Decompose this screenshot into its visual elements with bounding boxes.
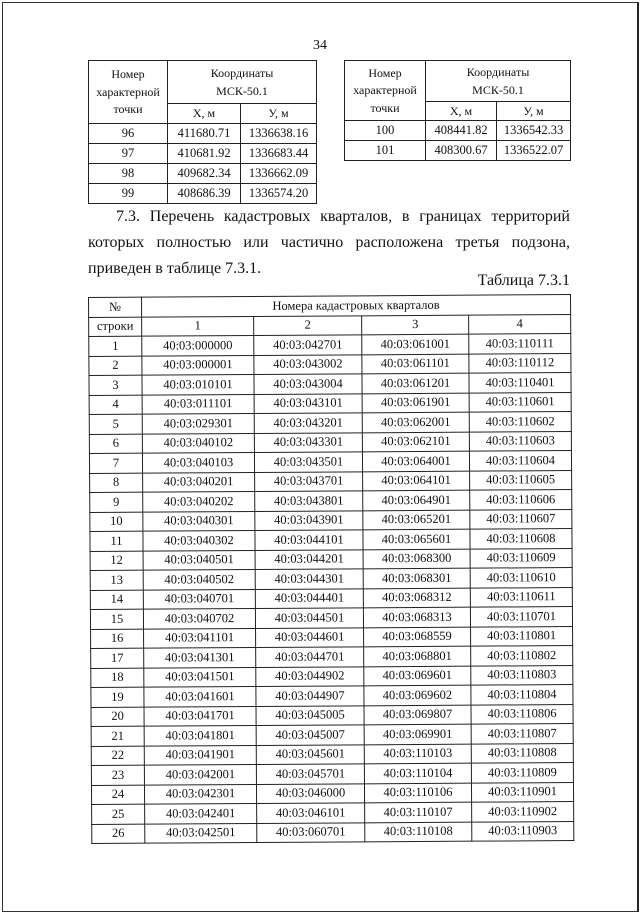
point-number-header [345,61,426,121]
cadastral-number-cell: 40:03:043301 [254,432,362,452]
row-number-cell: 5 [89,414,142,434]
y-header: У, м [241,104,317,124]
cadastral-number-cell: 40:03:069602 [364,685,471,705]
row-number-cell: 19 [91,687,144,707]
cadastral-number-cell: 40:03:110107 [365,802,472,822]
row-number-cell: 16 [91,629,144,649]
cadastral-number-cell: 40:03:041701 [144,706,256,726]
coordinates-header [168,61,317,104]
cadastral-number-cell: 40:03:046000 [256,783,364,803]
cadastral-number-cell: 40:03:110809 [471,763,573,783]
x-coordinate-cell: 408441.82 [426,121,497,141]
cadastral-number-cell: 40:03:041901 [144,745,256,765]
cadastral-number-cell: 40:03:110601 [469,392,571,412]
table-row [89,164,317,184]
cadastral-number-cell: 40:03:110901 [471,782,573,802]
cadastral-number-cell: 40:03:110602 [469,412,571,432]
y-coordinate-cell: 1336638.16 [241,124,317,144]
cadastral-number-cell: 40:03:045701 [256,764,364,784]
cadastral-number-cell: 40:03:043002 [254,354,362,374]
row-number-cell: 17 [91,648,144,668]
row-number-header-symbol: № [89,297,142,317]
cadastral-number-cell: 40:03:045007 [256,725,364,745]
y-header: У, м [497,102,571,121]
cadastral-number-cell: 40:03:040301 [143,511,255,531]
cadastral-number-cell: 40:03:110808 [471,743,573,763]
cadastral-number-cell: 40:03:044401 [255,588,363,608]
coordinates-table-left [88,60,317,204]
cadastral-number-cell: 40:03:044902 [256,666,364,686]
row-number-cell: 15 [90,609,143,629]
point-number-cell: 98 [89,164,168,184]
x-header: X, м [426,102,497,121]
table-row [89,124,317,144]
cadastral-number-cell: 40:03:110607 [470,509,572,529]
y-coordinate-cell: 1336662.09 [241,164,317,184]
row-number-cell: 21 [91,726,144,746]
cadastral-number-cell: 40:03:029301 [142,413,254,433]
cadastral-number-cell: 40:03:110807 [471,724,573,744]
header-line: точки [370,100,400,115]
coordinates-table-right [344,60,571,161]
cadastral-number-cell: 40:03:110806 [471,704,573,724]
x-coordinate-cell: 411680.71 [168,124,241,144]
cadastral-number-cell: 40:03:040501 [143,550,255,570]
cadastral-number-cell: 40:03:061901 [362,393,469,413]
y-coordinate-cell: 1336574.20 [241,184,317,204]
cadastral-number-cell: 40:03:042001 [144,764,256,784]
cadastral-number-cell: 40:03:043201 [254,413,362,433]
row-number-cell: 23 [91,765,144,785]
cadastral-number-cell: 40:03:041501 [144,667,256,687]
cadastral-number-cell: 40:03:060701 [257,822,365,842]
x-coordinate-cell: 410681.92 [168,144,241,164]
cadastral-number-cell: 40:03:110108 [365,822,472,842]
row-number-cell: 22 [91,746,144,766]
cadastral-number-cell: 40:03:040302 [143,530,255,550]
row-number-cell: 26 [92,824,145,844]
cadastral-number-cell: 40:03:064901 [363,490,470,510]
cadastral-number-cell: 40:03:069901 [364,724,471,744]
table-row [89,144,317,164]
row-number-cell: 7 [89,453,142,473]
cadastral-number-cell: 40:03:000001 [142,355,254,375]
cadastral-number-cell: 40:03:110804 [471,685,573,705]
header-line: Координаты [210,65,274,80]
y-coordinate-cell: 1336522.07 [497,141,571,161]
cadastral-number-cell: 40:03:010101 [142,374,254,394]
cadastral-number-cell: 40:03:065201 [363,510,470,530]
cadastral-number-cell: 40:03:110610 [470,568,572,588]
cadastral-number-cell: 40:03:110801 [471,626,573,646]
cadastral-number-cell: 40:03:068300 [363,549,470,569]
cadastral-number-cell: 40:03:064101 [363,471,470,491]
cadastral-number-cell: 40:03:062001 [362,412,469,432]
cadastral-number-cell: 40:03:068301 [363,568,470,588]
cadastral-number-cell: 40:03:110902 [472,802,574,822]
y-coordinate-cell: 1336683.44 [241,144,317,164]
cadastral-number-cell: 40:03:043901 [255,510,363,530]
cadastral-number-cell: 40:03:045005 [256,705,364,725]
page-number: 34 [313,38,327,53]
cadastral-number-cell: 40:03:041301 [144,647,256,667]
cadastral-number-cell: 40:03:043501 [254,452,362,472]
x-coordinate-cell: 408300.67 [426,141,497,161]
cadastral-number-cell: 40:03:042401 [145,803,257,823]
paragraph-rest: которых полностью или частично расположена третья подзона, приведен в таблице 7.3.1. [88,234,570,277]
cadastral-number-cell: 40:03:110106 [364,783,471,803]
row-number-cell: 1 [89,336,142,356]
row-number-cell: 9 [90,492,143,512]
coordinates-header [426,61,571,102]
point-number-cell: 101 [345,141,426,161]
row-number-cell: 4 [89,395,142,415]
column-header: 2 [254,315,362,335]
cadastral-number-cell: 40:03:061001 [362,334,469,354]
cadastral-number-cell: 40:03:044301 [255,569,363,589]
cadastral-number-cell: 40:03:000000 [142,335,254,355]
row-number-cell: 20 [91,707,144,727]
row-number-cell: 3 [89,375,142,395]
section-paragraph [88,204,570,282]
cadastral-number-cell: 40:03:044201 [255,549,363,569]
cadastral-quarters-table [88,294,574,844]
cadastral-number-cell: 40:03:043701 [255,471,363,491]
cadastral-number-cell: 40:03:044601 [256,627,364,647]
cadastral-number-cell: 40:03:041801 [144,725,256,745]
row-number-cell: 14 [90,590,143,610]
table-row [92,821,574,843]
cadastral-number-cell: 40:03:110803 [471,665,573,685]
cadastral-number-cell: 40:03:042301 [144,784,256,804]
cadastral-number-cell: 40:03:110112 [469,353,571,373]
cadastral-number-cell: 40:03:040202 [143,491,255,511]
table-row [89,184,317,204]
y-coordinate-cell: 1336542.33 [497,121,571,141]
row-number-cell: 2 [89,356,142,376]
row-number-cell: 6 [89,434,142,454]
cadastral-number-cell: 40:03:061101 [362,354,469,374]
cadastral-number-cell: 40:03:110104 [364,763,471,783]
cadastral-number-cell: 40:03:110401 [469,373,571,393]
cadastral-number-cell: 40:03:068312 [363,588,470,608]
cadastral-number-cell: 40:03:043101 [254,393,362,413]
cadastral-number-cell: 40:03:044501 [255,608,363,628]
cadastral-number-cell: 40:03:069601 [364,666,471,686]
x-coordinate-cell: 409682.34 [168,164,241,184]
header-line: Номер [111,67,145,82]
cadastral-number-cell: 40:03:110111 [469,334,571,354]
cadastral-number-cell: 40:03:069807 [364,705,471,725]
cadastral-number-cell: 40:03:045601 [256,744,364,764]
row-number-header-label: строки [89,317,142,337]
cadastral-number-cell: 40:03:040201 [143,472,255,492]
cadastral-number-cell: 40:03:061201 [362,373,469,393]
group-header: Номера кадастровых кварталов [142,295,571,317]
row-number-cell: 18 [91,668,144,688]
cadastral-number-cell: 40:03:110103 [364,744,471,764]
cadastral-number-cell: 40:03:110606 [470,490,572,510]
cadastral-number-cell: 40:03:110603 [469,431,571,451]
header-line: точки [113,102,143,117]
cadastral-number-cell: 40:03:062101 [362,432,469,452]
cadastral-number-cell: 40:03:065601 [363,529,470,549]
header-line: характерной [353,83,417,98]
cadastral-number-cell: 40:03:011101 [142,394,254,414]
table-row [345,141,571,161]
row-number-cell: 8 [90,473,143,493]
point-number-cell: 97 [89,144,168,164]
cadastral-number-cell: 40:03:110605 [470,470,572,490]
cadastral-number-cell: 40:03:044101 [255,530,363,550]
cadastral-number-cell: 40:03:044907 [256,686,364,706]
header-line: характерной [96,84,160,99]
cadastral-number-cell: 40:03:110802 [471,646,573,666]
table-caption: Таблица 7.3.1 [477,272,570,289]
column-header: 3 [362,315,469,335]
table-row [345,121,571,141]
point-number-cell: 96 [89,124,168,144]
cadastral-number-cell: 40:03:041101 [144,628,256,648]
row-number-cell: 11 [90,531,143,551]
row-number-cell: 10 [90,512,143,532]
x-coordinate-cell: 408686.39 [168,184,241,204]
cadastral-number-cell: 40:03:068559 [364,627,471,647]
header-line: Номер [368,65,402,80]
cadastral-number-cell: 40:03:064001 [362,451,469,471]
cadastral-number-cell: 40:03:110701 [470,607,572,627]
header-line: Координаты [466,64,530,79]
cadastral-number-cell: 40:03:040103 [142,452,254,472]
cadastral-number-cell: 40:03:040102 [142,433,254,453]
column-header: 1 [142,316,254,336]
cadastral-number-cell: 40:03:044701 [256,647,364,667]
header-line: МСК-50.1 [472,83,524,97]
cadastral-number-cell: 40:03:110604 [469,451,571,471]
row-number-cell: 13 [90,570,143,590]
point-number-cell: 99 [89,184,168,204]
paragraph-line-1: 7.3. Перечень кадастровых кварталов, в границах территорий [116,208,570,225]
cadastral-number-cell: 40:03:041601 [144,686,256,706]
cadastral-number-cell: 40:03:110611 [470,587,572,607]
cadastral-number-cell: 40:03:068313 [363,607,470,627]
cadastral-number-cell: 40:03:040502 [143,569,255,589]
cadastral-number-cell: 40:03:068801 [364,646,471,666]
cadastral-number-cell: 40:03:110903 [472,821,574,841]
point-number-header [89,61,168,124]
cadastral-number-cell: 40:03:043004 [254,374,362,394]
header-line: МСК-50.1 [216,84,268,98]
cadastral-number-cell: 40:03:040701 [143,589,255,609]
cadastral-number-cell: 40:03:042501 [145,823,257,843]
row-number-cell: 12 [90,551,143,571]
x-header: X, м [168,104,241,124]
point-number-cell: 100 [345,121,426,141]
cadastral-number-cell: 40:03:110608 [470,529,572,549]
row-number-cell: 25 [92,804,145,824]
cadastral-number-cell: 40:03:043801 [255,491,363,511]
cadastral-number-cell: 40:03:040702 [143,608,255,628]
column-header: 4 [469,314,571,334]
cadastral-number-cell: 40:03:042701 [254,335,362,355]
cadastral-number-cell: 40:03:110609 [470,548,572,568]
cadastral-number-cell: 40:03:046101 [257,803,365,823]
row-number-cell: 24 [91,785,144,805]
